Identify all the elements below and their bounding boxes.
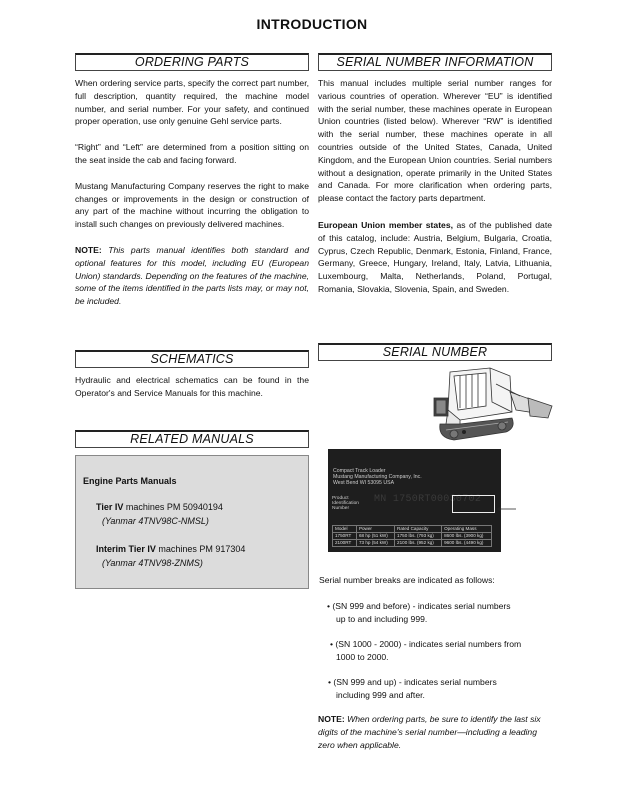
plate-td: 1750RT [333, 533, 357, 540]
serial-info-heading: SERIAL NUMBER INFORMATION [318, 53, 552, 71]
track-loader-illustration [420, 362, 555, 448]
serial-info-section [318, 53, 552, 296]
serial-info-paragraph: This manual includes multiple serial number ranges for various countries of operation. Wherever “EU” is identified with the serial number, these machines operate in European Union countries (listed below). Wherever “RW” is identified with the serial number, these machines operate in all countries outside of the United States, Canada, United Kingdom, and the European Union countries. Serial numbers without a designation, operate primarily in the United States and Canada. For more clarification when ordering parts, please contact the factory parts department. [318, 78, 552, 204]
plate-pid-line-3: Number [332, 506, 350, 511]
plate-td: 68 hp (51 kW) [356, 533, 394, 540]
schematics-heading: SCHEMATICS [75, 350, 309, 368]
serial-break-item-1-line-1: • (SN 999 and before) - indicates serial numbers [327, 601, 511, 611]
plate-table-header [333, 526, 492, 533]
note-text: This parts manual identifies both standard and optional features for this model, including EU (European Union) standards. Depending on the features of the machine, some of the items identified in the parts lists may, or may not, be included. [75, 244, 310, 307]
ordering-parts-section [75, 53, 309, 308]
eu-members-text: as of the published date of this catalog, include: Austria, Belgium, Bulgaria, Croatia, Cyprus, Czech Republic, Denmark, Estonia, Finland, France, Germany, Greece, Hungary, Ireland, Italy, Latvia, Lithuania, Luxembourg, Malta, Netherlands, Poland, Portugal, Romania, Slovakia, Slovenia, Spain, and Sweden. [318, 219, 552, 294]
serial-location-marker [462, 430, 466, 434]
related-manuals-heading: RELATED MANUALS [75, 430, 309, 448]
related-manuals-section [75, 430, 309, 448]
plate-td: 2100 lbs. (952 kg) [395, 540, 442, 547]
plate-spec-table [332, 525, 492, 547]
manual-item-interim-number: machines PM 917304 [155, 544, 246, 554]
plate-th: Rated Capacity [395, 526, 442, 533]
plate-td: 9600 lbs. (4490 kg) [442, 540, 492, 547]
serial-breaks-intro: Serial number breaks are indicated as follows: [319, 575, 495, 585]
serial-number-plate [328, 449, 501, 552]
plate-pin: MN 1750RT00030702 [374, 494, 482, 505]
plate-line-1: Compact Track Loader [333, 468, 386, 474]
plate-th: Model [333, 526, 357, 533]
manual-item-tier4 [96, 502, 223, 512]
serial-number-section [318, 343, 552, 361]
serial-break-item-3-line-1: • (SN 999 and up) - indicates serial numbers [328, 677, 497, 687]
serial-number-heading: SERIAL NUMBER [318, 343, 552, 361]
note-label: NOTE: [318, 714, 345, 724]
eu-members-paragraph [318, 219, 552, 296]
serial-break-item-3-line-2: including 999 and after. [336, 690, 425, 700]
schematics-text: Hydraulic and electrical schematics can be found in the Operator's and Service Manuals for this machine. [75, 375, 309, 398]
serial-break-item-2-line-1: • (SN 1000 - 2000) - indicates serial numbers from [330, 639, 522, 649]
ordering-paragraph-1: When ordering service parts, specify the correct part number, full description, quantity required, the machine model number, and serial number. For your safety, and continued proper operation, use only genuine Gehl service parts. [75, 78, 309, 127]
serial-break-item-2-line-2: 1000 to 2000. [336, 652, 389, 662]
manual-item-tier4-engine: (Yanmar 4TNV98C-NMSL) [102, 516, 209, 526]
plate-pid-label [332, 496, 359, 511]
plate-pid-line-1: Product [332, 496, 349, 501]
plate-line-2: Mustang Manufacturing Company, Inc. [333, 474, 422, 480]
manual-item-tier4-name: Tier IV [96, 502, 124, 512]
page-title: INTRODUCTION [256, 16, 368, 32]
ordering-note [75, 244, 309, 308]
schematics-section [75, 350, 309, 400]
pointer-arrow-icon [494, 504, 518, 514]
engine-parts-title: Engine Parts Manuals [83, 476, 177, 486]
note-text: When ordering parts, be sure to identify the last six digits of the machine's serial number—including a leading zero when applicable. [318, 714, 541, 750]
plate-td: 2100RT [333, 540, 357, 547]
manual-item-tier4-number: machines PM 50940194 [123, 502, 223, 512]
plate-table-row [333, 533, 492, 540]
plate-td: 73 hp (54 kW) [356, 540, 394, 547]
ordering-paragraph-2: “Right” and “Left” are determined from a position sitting on the seat inside the cab and facing forward. [75, 142, 309, 165]
plate-pid-line-2: Identification [332, 501, 359, 506]
plate-td: 1750 lbs. (793 kg) [395, 533, 442, 540]
serial-digits-highlight [452, 495, 495, 513]
serial-break-item-1-line-2: up to and including 999. [336, 614, 428, 624]
plate-td: 8600 lbs. (3900 kg) [442, 533, 492, 540]
manual-item-interim-name: Interim Tier IV [96, 544, 156, 554]
eu-members-label: European Union member states, [318, 219, 454, 230]
plate-table-row [333, 540, 492, 547]
plate-line-3: West Bend WI 53095 USA [333, 480, 395, 486]
ordering-paragraph-3: Mustang Manufacturing Company reserves the right to make changes or improvements in the design or construction of any part of the machine without incurring the obligation to install such changes on previously delivered machines. [75, 180, 309, 230]
manual-item-interim [96, 544, 245, 554]
serial-number-note [318, 713, 552, 751]
manual-item-interim-engine: (Yanmar 4TNV98-ZNMS) [102, 558, 203, 568]
plate-th: Operating Mass [442, 526, 492, 533]
note-label: NOTE: [75, 244, 102, 255]
ordering-parts-heading: ORDERING PARTS [75, 53, 309, 71]
plate-th: Power [356, 526, 394, 533]
related-manuals-box [75, 455, 309, 589]
